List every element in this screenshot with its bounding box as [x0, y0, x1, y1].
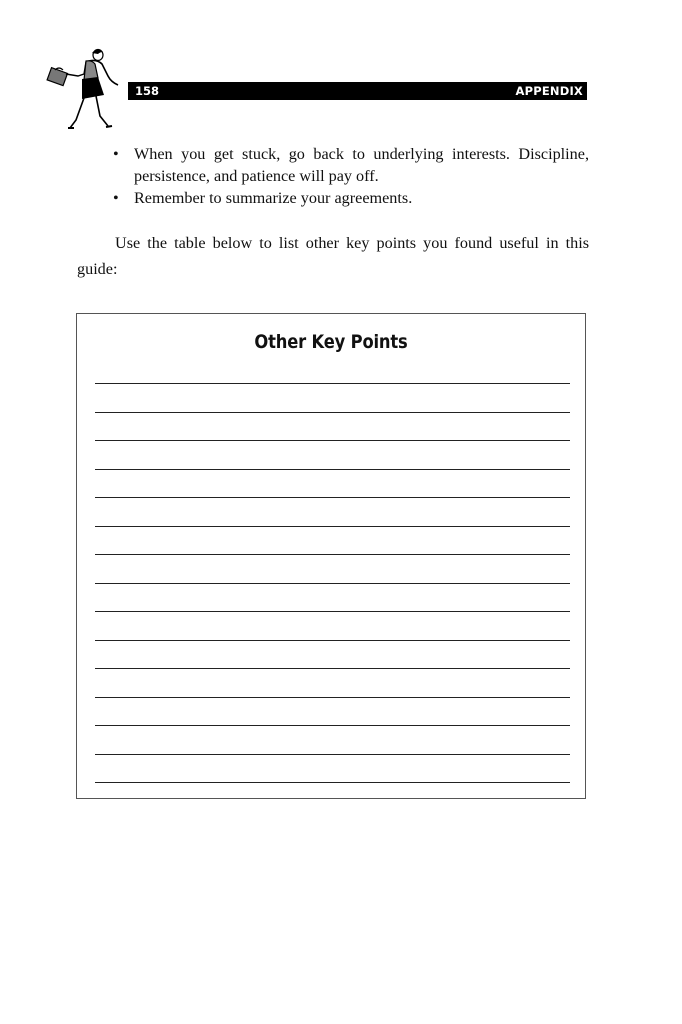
box-title: Other Key Points	[254, 331, 408, 353]
writing-line	[95, 383, 570, 384]
writing-line	[95, 526, 570, 527]
writing-line	[95, 440, 570, 441]
section-title: APPENDIX	[515, 84, 583, 98]
businesswoman-illustration	[46, 48, 126, 132]
list-item	[113, 143, 589, 187]
writing-line	[95, 554, 570, 555]
bullet-list	[113, 143, 589, 209]
writing-line	[95, 583, 570, 584]
writing-line	[95, 697, 570, 698]
writing-line	[95, 668, 570, 669]
list-item	[113, 187, 589, 209]
running-header	[128, 82, 587, 100]
writing-line	[95, 725, 570, 726]
writing-line	[95, 611, 570, 612]
writing-line	[95, 782, 570, 783]
bullet-marker: •	[113, 145, 119, 163]
intro-paragraph: Use the table below to list other key points you found useful in this guide:	[77, 234, 589, 278]
writing-line	[95, 497, 570, 498]
writing-line	[95, 640, 570, 641]
writing-line	[95, 469, 570, 470]
writing-line	[95, 412, 570, 413]
writing-line	[95, 754, 570, 755]
key-points-box	[76, 313, 586, 799]
page-number: 158	[135, 84, 160, 98]
list-item-text: Remember to summarize your agreements.	[134, 189, 413, 207]
bullet-marker: •	[113, 189, 119, 207]
list-item-text: When you get stuck, go back to underlying interests. Discipline, persistence, and patience will pay off.	[134, 145, 589, 185]
